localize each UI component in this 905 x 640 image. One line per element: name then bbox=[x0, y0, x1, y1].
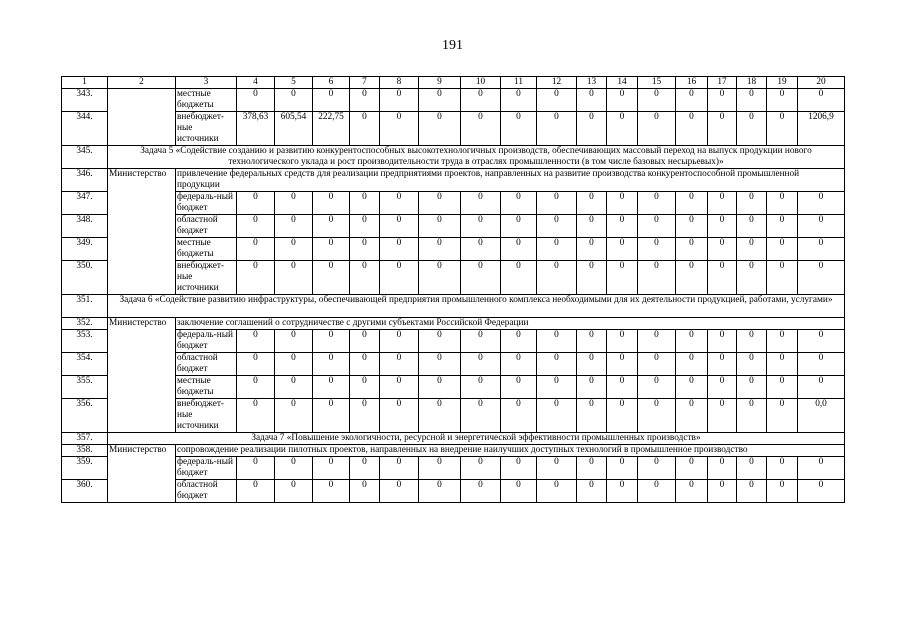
value-cell: 0 bbox=[798, 238, 845, 261]
value-cell: 0 bbox=[577, 480, 607, 503]
value-cell: 0 bbox=[461, 399, 501, 433]
header-cell: 12 bbox=[537, 77, 577, 89]
row-number: 351. bbox=[62, 295, 108, 318]
row-number: 350. bbox=[62, 261, 108, 295]
table-row bbox=[62, 146, 845, 169]
value-cell: 0 bbox=[275, 480, 313, 503]
row-number: 349. bbox=[62, 238, 108, 261]
value-cell: 0 bbox=[313, 376, 350, 399]
value-cell: 0 bbox=[798, 89, 845, 112]
value-cell: 0 bbox=[275, 457, 313, 480]
header-cell: 20 bbox=[798, 77, 845, 89]
value-cell: 0 bbox=[737, 112, 767, 146]
value-cell: 0 bbox=[537, 89, 577, 112]
value-cell: 0 bbox=[676, 399, 708, 433]
value-cell: 0 bbox=[501, 480, 537, 503]
value-cell: 0 bbox=[350, 330, 380, 353]
value-cell: 0 bbox=[577, 457, 607, 480]
value-cell: 0 bbox=[708, 480, 737, 503]
value-cell: 0 bbox=[275, 238, 313, 261]
task-heading: Задача 6 «Содействие развитию инфраструктуры, обеспечивающей предприятия промышленного комплекса необходимыми для их деятельности продукцией, работами, услугами» bbox=[108, 295, 845, 318]
table-row bbox=[62, 318, 845, 330]
table-body bbox=[62, 77, 845, 503]
header-cell: 2 bbox=[108, 77, 176, 89]
value-cell: 0 bbox=[350, 376, 380, 399]
value-cell: 0 bbox=[638, 399, 676, 433]
value-cell: 0 bbox=[461, 238, 501, 261]
value-cell: 0 bbox=[577, 112, 607, 146]
header-cell: 7 bbox=[350, 77, 380, 89]
value-cell: 0 bbox=[350, 89, 380, 112]
value-cell: 222,75 bbox=[313, 112, 350, 146]
table-row bbox=[62, 89, 845, 112]
value-cell: 0 bbox=[313, 215, 350, 238]
header-cell: 3 bbox=[176, 77, 237, 89]
value-cell: 0 bbox=[537, 261, 577, 295]
value-cell: 0 bbox=[737, 215, 767, 238]
value-cell: 0,0 bbox=[798, 399, 845, 433]
value-cell: 0 bbox=[419, 457, 461, 480]
value-cell: 0 bbox=[313, 353, 350, 376]
value-cell: 0 bbox=[501, 261, 537, 295]
value-cell: 0 bbox=[638, 89, 676, 112]
header-cell: 16 bbox=[676, 77, 708, 89]
value-cell: 0 bbox=[737, 480, 767, 503]
funding-source: областной бюджет bbox=[176, 480, 237, 503]
header-cell: 11 bbox=[501, 77, 537, 89]
value-cell: 0 bbox=[676, 261, 708, 295]
value-cell: 0 bbox=[708, 112, 737, 146]
header-cell: 14 bbox=[607, 77, 638, 89]
value-cell: 0 bbox=[676, 330, 708, 353]
value-cell: 0 bbox=[767, 376, 798, 399]
value-cell: 0 bbox=[350, 192, 380, 215]
value-cell: 0 bbox=[676, 238, 708, 261]
value-cell: 0 bbox=[501, 215, 537, 238]
value-cell: 0 bbox=[737, 353, 767, 376]
responsible-cell: Министерство bbox=[108, 169, 176, 295]
value-cell: 0 bbox=[501, 399, 537, 433]
value-cell: 0 bbox=[537, 457, 577, 480]
value-cell: 0 bbox=[638, 112, 676, 146]
value-cell: 0 bbox=[237, 353, 275, 376]
value-cell: 0 bbox=[537, 480, 577, 503]
value-cell: 0 bbox=[461, 215, 501, 238]
row-number: 353. bbox=[62, 330, 108, 353]
budget-table bbox=[61, 76, 845, 503]
activity-description: заключение соглашений о сотрудничестве с другими субъектами Российской Федерации bbox=[176, 318, 845, 330]
value-cell: 0 bbox=[798, 215, 845, 238]
value-cell: 0 bbox=[461, 457, 501, 480]
value-cell: 0 bbox=[676, 89, 708, 112]
value-cell: 0 bbox=[737, 238, 767, 261]
row-number: 344. bbox=[62, 112, 108, 146]
value-cell: 0 bbox=[380, 112, 419, 146]
value-cell: 0 bbox=[607, 89, 638, 112]
value-cell: 0 bbox=[577, 192, 607, 215]
value-cell: 0 bbox=[275, 261, 313, 295]
table-row bbox=[62, 445, 845, 457]
value-cell: 0 bbox=[350, 238, 380, 261]
value-cell: 0 bbox=[638, 330, 676, 353]
value-cell: 0 bbox=[607, 330, 638, 353]
value-cell: 0 bbox=[737, 376, 767, 399]
value-cell: 0 bbox=[380, 261, 419, 295]
value-cell: 0 bbox=[737, 261, 767, 295]
value-cell: 0 bbox=[798, 261, 845, 295]
value-cell: 0 bbox=[501, 330, 537, 353]
table-row bbox=[62, 261, 845, 295]
row-number: 343. bbox=[62, 89, 108, 112]
value-cell: 0 bbox=[350, 112, 380, 146]
value-cell: 0 bbox=[798, 457, 845, 480]
value-cell: 0 bbox=[537, 376, 577, 399]
row-number: 360. bbox=[62, 480, 108, 503]
value-cell: 0 bbox=[237, 399, 275, 433]
value-cell: 0 bbox=[537, 215, 577, 238]
value-cell: 0 bbox=[275, 192, 313, 215]
value-cell: 0 bbox=[461, 376, 501, 399]
value-cell: 0 bbox=[577, 89, 607, 112]
table-row bbox=[62, 169, 845, 192]
table-row bbox=[62, 353, 845, 376]
funding-source: внебюджет-ные источники bbox=[176, 261, 237, 295]
header-cell: 9 bbox=[419, 77, 461, 89]
value-cell: 0 bbox=[607, 399, 638, 433]
value-cell: 0 bbox=[537, 330, 577, 353]
value-cell: 0 bbox=[419, 215, 461, 238]
value-cell: 0 bbox=[577, 215, 607, 238]
value-cell: 0 bbox=[237, 330, 275, 353]
value-cell: 0 bbox=[275, 376, 313, 399]
value-cell: 0 bbox=[350, 215, 380, 238]
value-cell: 0 bbox=[313, 261, 350, 295]
value-cell: 0 bbox=[607, 480, 638, 503]
value-cell: 0 bbox=[501, 238, 537, 261]
value-cell: 0 bbox=[737, 399, 767, 433]
header-cell: 6 bbox=[313, 77, 350, 89]
value-cell: 0 bbox=[767, 480, 798, 503]
table-row bbox=[62, 480, 845, 503]
value-cell: 0 bbox=[461, 89, 501, 112]
table-row bbox=[62, 295, 845, 318]
responsible-cell: Министерство bbox=[108, 318, 176, 433]
activity-description: сопровождение реализации пилотных проектов, направленных на внедрение наилучших доступных технологий в промышленное производство bbox=[176, 445, 845, 457]
value-cell: 0 bbox=[501, 353, 537, 376]
header-cell: 19 bbox=[767, 77, 798, 89]
header-cell: 8 bbox=[380, 77, 419, 89]
value-cell: 0 bbox=[638, 192, 676, 215]
value-cell: 0 bbox=[461, 480, 501, 503]
value-cell: 0 bbox=[237, 261, 275, 295]
value-cell: 0 bbox=[708, 215, 737, 238]
value-cell: 0 bbox=[708, 330, 737, 353]
value-cell: 0 bbox=[237, 89, 275, 112]
table-row bbox=[62, 457, 845, 480]
row-number: 359. bbox=[62, 457, 108, 480]
header-row bbox=[62, 77, 845, 89]
value-cell: 378,63 bbox=[237, 112, 275, 146]
value-cell: 0 bbox=[737, 330, 767, 353]
value-cell: 0 bbox=[275, 330, 313, 353]
header-cell: 1 bbox=[62, 77, 108, 89]
header-cell: 5 bbox=[275, 77, 313, 89]
value-cell: 0 bbox=[607, 457, 638, 480]
value-cell: 0 bbox=[419, 112, 461, 146]
value-cell: 0 bbox=[798, 480, 845, 503]
value-cell: 1206,9 bbox=[798, 112, 845, 146]
value-cell: 0 bbox=[461, 112, 501, 146]
row-number: 352. bbox=[62, 318, 108, 330]
value-cell: 0 bbox=[350, 480, 380, 503]
task-heading: Задача 5 «Содействие созданию и развитию конкурентоспособных высокотехнологичных производств, обеспечивающих массовый переход на выпуск продукции нового технологического уклада и рост производительности труда в отраслях промышленности (в том числе базовых несырьевых)» bbox=[108, 146, 845, 169]
row-number: 347. bbox=[62, 192, 108, 215]
table-row bbox=[62, 376, 845, 399]
value-cell: 0 bbox=[638, 457, 676, 480]
funding-source: областной бюджет bbox=[176, 215, 237, 238]
value-cell: 0 bbox=[607, 238, 638, 261]
value-cell: 0 bbox=[419, 353, 461, 376]
table-row bbox=[62, 330, 845, 353]
value-cell: 0 bbox=[607, 376, 638, 399]
value-cell: 0 bbox=[607, 112, 638, 146]
value-cell: 0 bbox=[313, 330, 350, 353]
value-cell: 0 bbox=[380, 399, 419, 433]
header-cell: 18 bbox=[737, 77, 767, 89]
funding-source: местные бюджеты bbox=[176, 238, 237, 261]
value-cell: 0 bbox=[708, 238, 737, 261]
value-cell: 605,54 bbox=[275, 112, 313, 146]
value-cell: 0 bbox=[237, 215, 275, 238]
funding-source: внебюджет-ные источники bbox=[176, 112, 237, 146]
row-number: 356. bbox=[62, 399, 108, 433]
header-cell: 10 bbox=[461, 77, 501, 89]
funding-source: федераль-ный бюджет bbox=[176, 330, 237, 353]
value-cell: 0 bbox=[275, 399, 313, 433]
value-cell: 0 bbox=[708, 353, 737, 376]
value-cell: 0 bbox=[767, 89, 798, 112]
value-cell: 0 bbox=[577, 353, 607, 376]
value-cell: 0 bbox=[767, 112, 798, 146]
funding-source: местные бюджеты bbox=[176, 89, 237, 112]
value-cell: 0 bbox=[461, 261, 501, 295]
value-cell: 0 bbox=[275, 89, 313, 112]
row-number: 355. bbox=[62, 376, 108, 399]
funding-source: местные бюджеты bbox=[176, 376, 237, 399]
value-cell: 0 bbox=[676, 215, 708, 238]
value-cell: 0 bbox=[607, 353, 638, 376]
row-number: 354. bbox=[62, 353, 108, 376]
value-cell: 0 bbox=[313, 399, 350, 433]
value-cell: 0 bbox=[676, 353, 708, 376]
value-cell: 0 bbox=[501, 192, 537, 215]
value-cell: 0 bbox=[537, 238, 577, 261]
value-cell: 0 bbox=[708, 399, 737, 433]
value-cell: 0 bbox=[708, 192, 737, 215]
activity-description: привлечение федеральных средств для реализации предприятиями проектов, направленных на развитие производства конкурентоспособной промышленной продукции bbox=[176, 169, 845, 192]
value-cell: 0 bbox=[638, 376, 676, 399]
value-cell: 0 bbox=[537, 353, 577, 376]
value-cell: 0 bbox=[708, 376, 737, 399]
row-number: 346. bbox=[62, 169, 108, 192]
value-cell: 0 bbox=[767, 238, 798, 261]
value-cell: 0 bbox=[577, 330, 607, 353]
value-cell: 0 bbox=[313, 480, 350, 503]
row-number: 345. bbox=[62, 146, 108, 169]
table-row bbox=[62, 215, 845, 238]
value-cell: 0 bbox=[767, 215, 798, 238]
value-cell: 0 bbox=[380, 457, 419, 480]
value-cell: 0 bbox=[275, 353, 313, 376]
value-cell: 0 bbox=[737, 457, 767, 480]
header-cell: 15 bbox=[638, 77, 676, 89]
value-cell: 0 bbox=[350, 399, 380, 433]
value-cell: 0 bbox=[313, 457, 350, 480]
table-row bbox=[62, 238, 845, 261]
value-cell: 0 bbox=[577, 261, 607, 295]
value-cell: 0 bbox=[737, 89, 767, 112]
value-cell: 0 bbox=[708, 457, 737, 480]
value-cell: 0 bbox=[350, 261, 380, 295]
table-row bbox=[62, 192, 845, 215]
value-cell: 0 bbox=[313, 192, 350, 215]
responsible-cell bbox=[108, 89, 176, 146]
value-cell: 0 bbox=[380, 215, 419, 238]
value-cell: 0 bbox=[607, 261, 638, 295]
value-cell: 0 bbox=[676, 457, 708, 480]
value-cell: 0 bbox=[798, 330, 845, 353]
header-cell: 17 bbox=[708, 77, 737, 89]
value-cell: 0 bbox=[313, 89, 350, 112]
value-cell: 0 bbox=[676, 376, 708, 399]
value-cell: 0 bbox=[607, 215, 638, 238]
value-cell: 0 bbox=[798, 376, 845, 399]
value-cell: 0 bbox=[708, 89, 737, 112]
table-row bbox=[62, 433, 845, 445]
value-cell: 0 bbox=[380, 376, 419, 399]
value-cell: 0 bbox=[676, 112, 708, 146]
value-cell: 0 bbox=[501, 89, 537, 112]
header-cell: 4 bbox=[237, 77, 275, 89]
value-cell: 0 bbox=[577, 399, 607, 433]
value-cell: 0 bbox=[350, 457, 380, 480]
task-heading: Задача 7 «Повышение экологичности, ресурсной и энергетической эффективности промышленных производств» bbox=[108, 433, 845, 445]
header-cell: 13 bbox=[577, 77, 607, 89]
value-cell: 0 bbox=[237, 238, 275, 261]
value-cell: 0 bbox=[237, 457, 275, 480]
value-cell: 0 bbox=[676, 480, 708, 503]
value-cell: 0 bbox=[380, 192, 419, 215]
value-cell: 0 bbox=[419, 376, 461, 399]
value-cell: 0 bbox=[737, 192, 767, 215]
value-cell: 0 bbox=[501, 457, 537, 480]
funding-source: федераль-ный бюджет bbox=[176, 457, 237, 480]
value-cell: 0 bbox=[350, 353, 380, 376]
table-row bbox=[62, 112, 845, 146]
value-cell: 0 bbox=[767, 192, 798, 215]
value-cell: 0 bbox=[275, 215, 313, 238]
row-number: 348. bbox=[62, 215, 108, 238]
value-cell: 0 bbox=[767, 261, 798, 295]
value-cell: 0 bbox=[461, 330, 501, 353]
value-cell: 0 bbox=[638, 353, 676, 376]
value-cell: 0 bbox=[798, 353, 845, 376]
value-cell: 0 bbox=[577, 376, 607, 399]
value-cell: 0 bbox=[607, 192, 638, 215]
funding-source: федераль-ный бюджет bbox=[176, 192, 237, 215]
responsible-cell: Министерство bbox=[108, 445, 176, 503]
value-cell: 0 bbox=[577, 238, 607, 261]
value-cell: 0 bbox=[767, 353, 798, 376]
value-cell: 0 bbox=[537, 192, 577, 215]
value-cell: 0 bbox=[380, 238, 419, 261]
value-cell: 0 bbox=[638, 215, 676, 238]
value-cell: 0 bbox=[767, 457, 798, 480]
funding-source: внебюджет-ные источники bbox=[176, 399, 237, 433]
value-cell: 0 bbox=[638, 238, 676, 261]
value-cell: 0 bbox=[638, 480, 676, 503]
value-cell: 0 bbox=[380, 480, 419, 503]
value-cell: 0 bbox=[537, 399, 577, 433]
value-cell: 0 bbox=[419, 238, 461, 261]
value-cell: 0 bbox=[419, 399, 461, 433]
page-number: 191 bbox=[442, 38, 463, 53]
value-cell: 0 bbox=[419, 330, 461, 353]
value-cell: 0 bbox=[767, 399, 798, 433]
value-cell: 0 bbox=[708, 261, 737, 295]
table-row bbox=[62, 399, 845, 433]
funding-source: областной бюджет bbox=[176, 353, 237, 376]
row-number: 358. bbox=[62, 445, 108, 457]
value-cell: 0 bbox=[419, 89, 461, 112]
value-cell: 0 bbox=[501, 112, 537, 146]
value-cell: 0 bbox=[237, 480, 275, 503]
value-cell: 0 bbox=[461, 353, 501, 376]
value-cell: 0 bbox=[798, 192, 845, 215]
value-cell: 0 bbox=[380, 330, 419, 353]
value-cell: 0 bbox=[419, 480, 461, 503]
value-cell: 0 bbox=[313, 238, 350, 261]
value-cell: 0 bbox=[461, 192, 501, 215]
value-cell: 0 bbox=[676, 192, 708, 215]
value-cell: 0 bbox=[380, 353, 419, 376]
value-cell: 0 bbox=[237, 376, 275, 399]
value-cell: 0 bbox=[501, 376, 537, 399]
value-cell: 0 bbox=[638, 261, 676, 295]
value-cell: 0 bbox=[419, 261, 461, 295]
value-cell: 0 bbox=[237, 192, 275, 215]
value-cell: 0 bbox=[419, 192, 461, 215]
value-cell: 0 bbox=[380, 89, 419, 112]
value-cell: 0 bbox=[537, 112, 577, 146]
value-cell: 0 bbox=[767, 330, 798, 353]
row-number: 357. bbox=[62, 433, 108, 445]
